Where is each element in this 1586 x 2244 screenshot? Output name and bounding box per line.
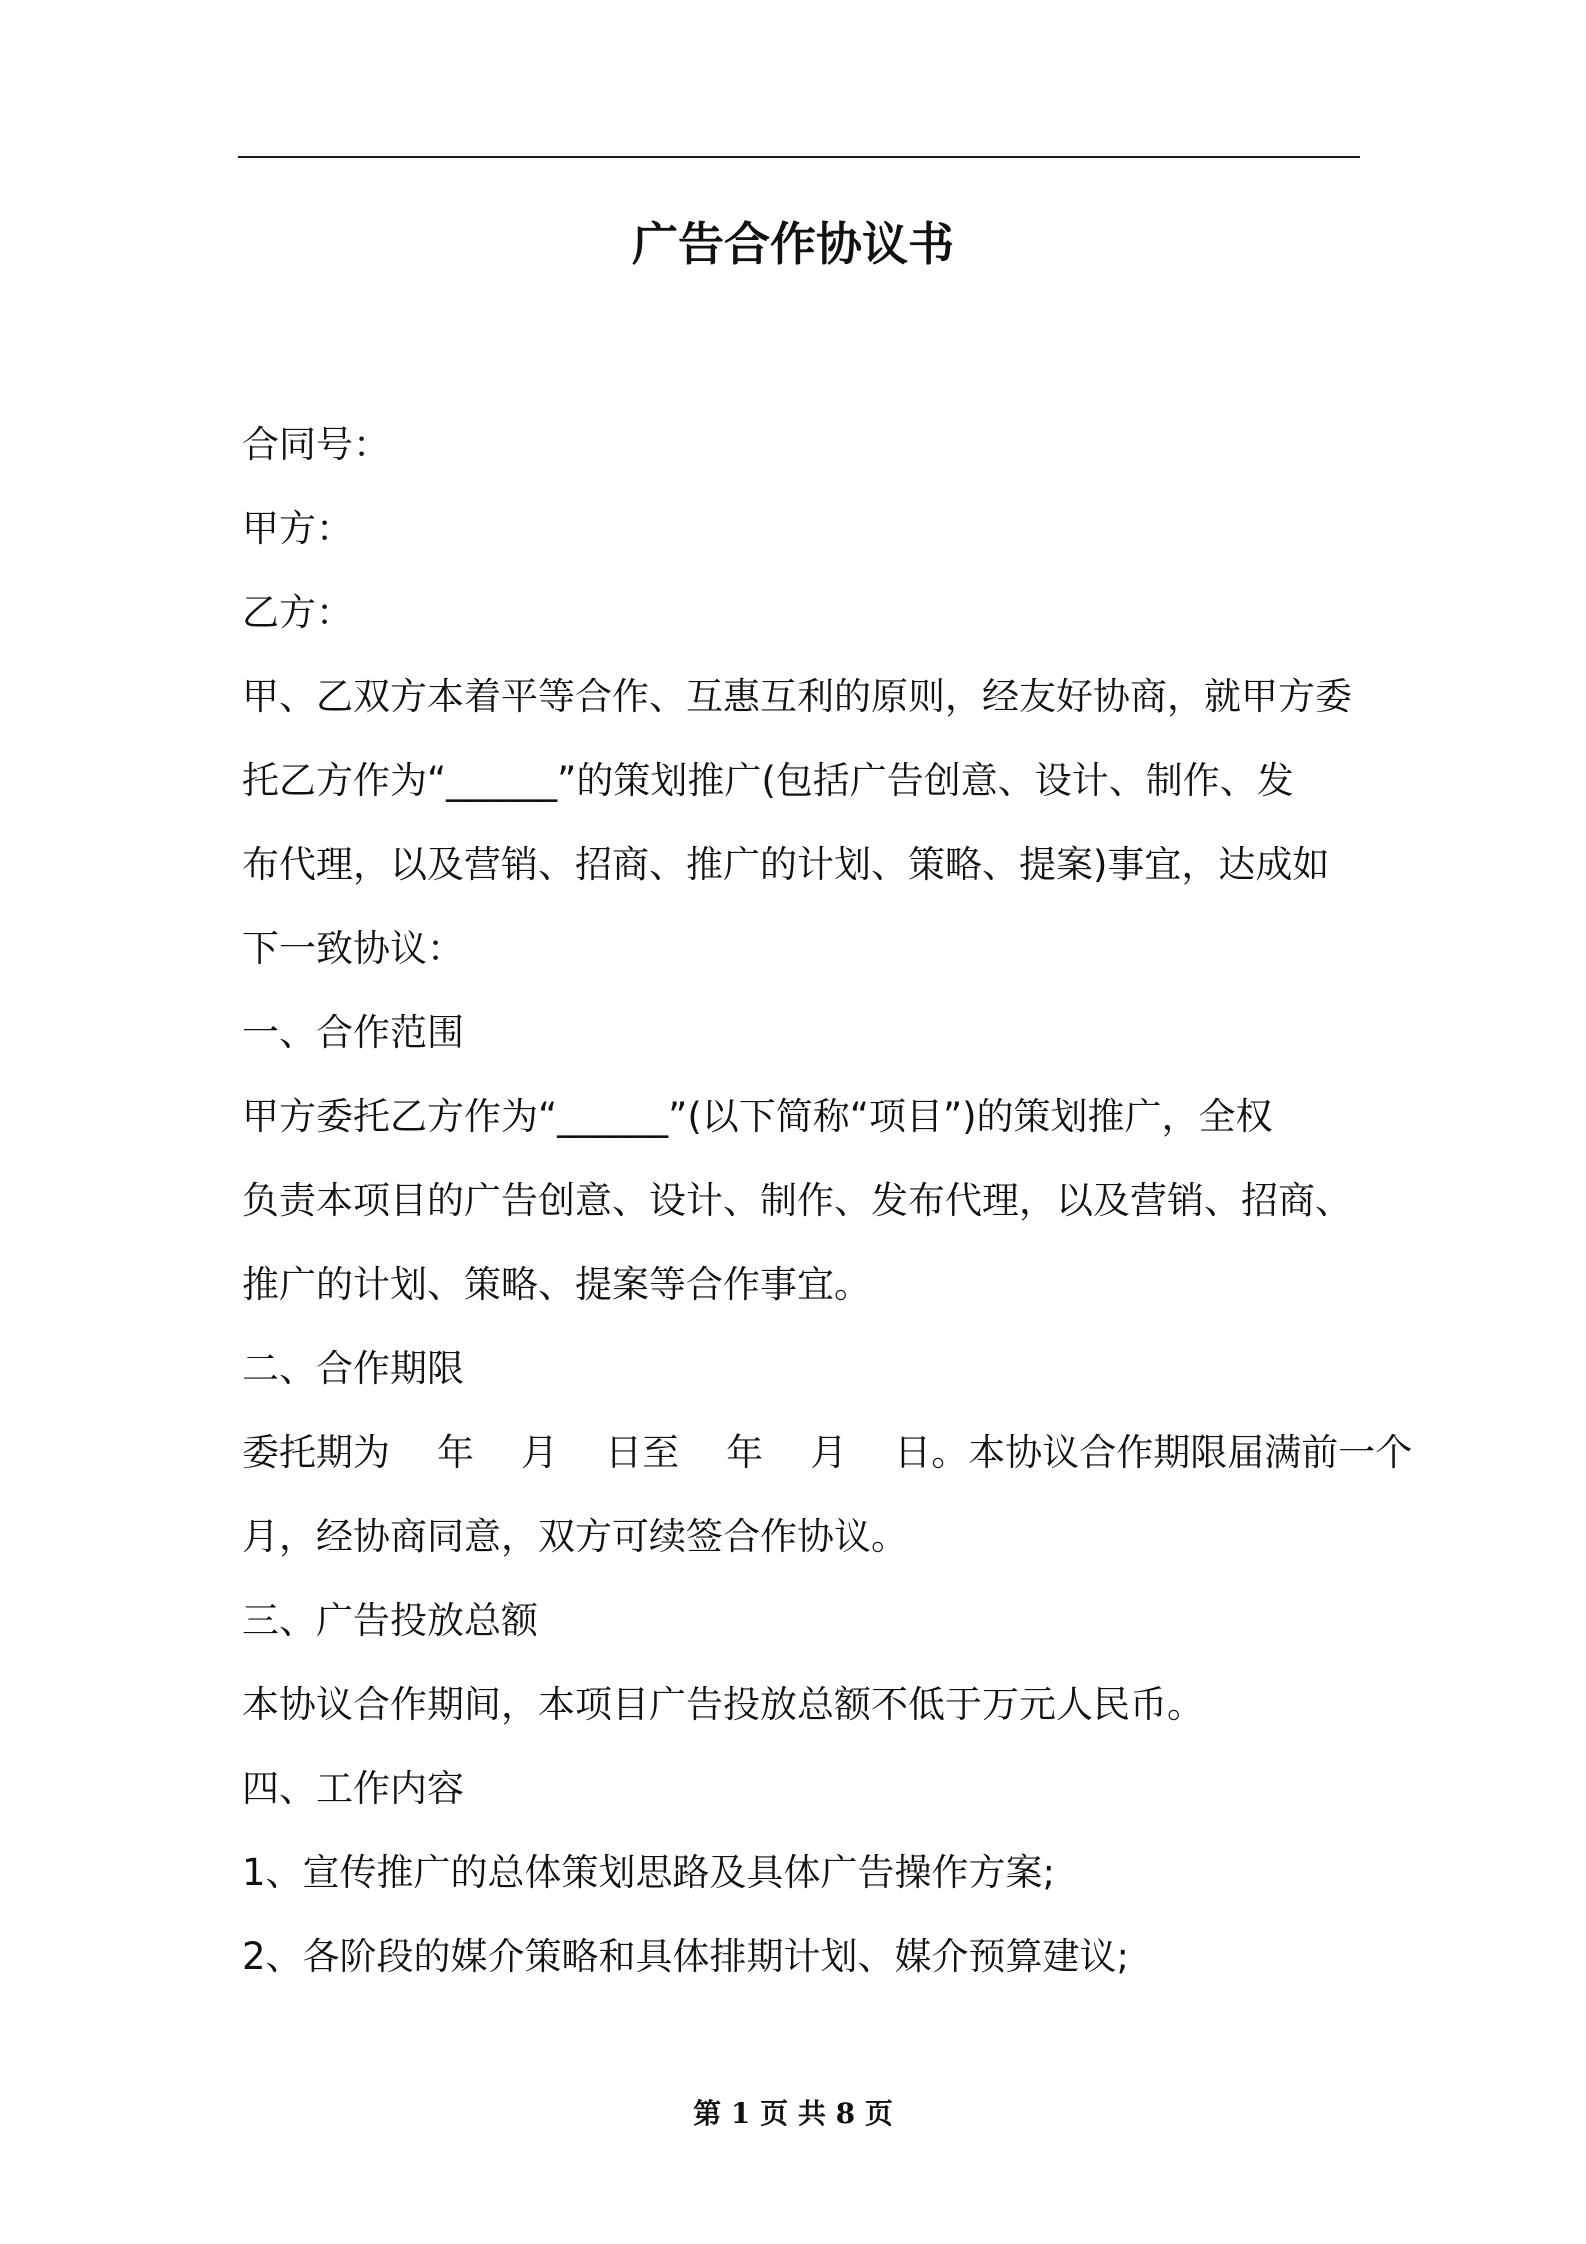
scope-line-3: 推广的计划、策略、提案等合作事宜。 bbox=[242, 1263, 871, 1306]
document-title: 广告合作协议书 bbox=[632, 217, 954, 271]
preamble-line-1: 甲、乙双方本着平等合作、互惠互利的原则，经友好协商，就甲方委 bbox=[242, 675, 1352, 718]
scope-line-1: 甲方委托乙方作为“______”(以下简称“项目”)的策划推广，全权 bbox=[242, 1095, 1273, 1138]
term-line-2: 月，经协商同意，双方可续签合作协议。 bbox=[242, 1515, 908, 1558]
section-heading-term: 二、合作期限 bbox=[242, 1347, 464, 1390]
party-b-line: 乙方： bbox=[242, 591, 353, 634]
work-item-1: 1、宣传推广的总体策划思路及具体广告操作方案; bbox=[242, 1851, 1056, 1894]
contract-number-line: 合同号： bbox=[242, 423, 390, 466]
work-item-2: 2、各阶段的媒介策略和具体排期计划、媒介预算建议; bbox=[242, 1935, 1130, 1978]
scope-line-2: 负责本项目的广告创意、设计、制作、发布代理，以及营销、招商、 bbox=[242, 1179, 1352, 1222]
term-line-1: 委托期为 年 月 日至 年 月 日。本协议合作期限届满前一个 bbox=[242, 1431, 1413, 1474]
preamble-line-2: 托乙方作为“______”的策划推广(包括广告创意、设计、制作、发 bbox=[242, 759, 1294, 802]
section-heading-work-content: 四、工作内容 bbox=[242, 1767, 464, 1810]
ad-amount-line: 本协议合作期间，本项目广告投放总额不低于万元人民币。 bbox=[242, 1683, 1204, 1726]
preamble-line-4: 下一致协议： bbox=[242, 927, 464, 970]
document-body bbox=[242, 403, 1413, 1999]
page-number: 第 1 页 共 8 页 bbox=[693, 2097, 893, 2130]
party-a-line: 甲方： bbox=[242, 507, 353, 550]
header-rule bbox=[238, 156, 1360, 158]
section-heading-scope: 一、合作范围 bbox=[242, 1011, 464, 1054]
preamble-line-3: 布代理，以及营销、招商、推广的计划、策略、提案)事宜，达成如 bbox=[242, 843, 1330, 886]
section-heading-ad-amount: 三、广告投放总额 bbox=[242, 1599, 538, 1642]
